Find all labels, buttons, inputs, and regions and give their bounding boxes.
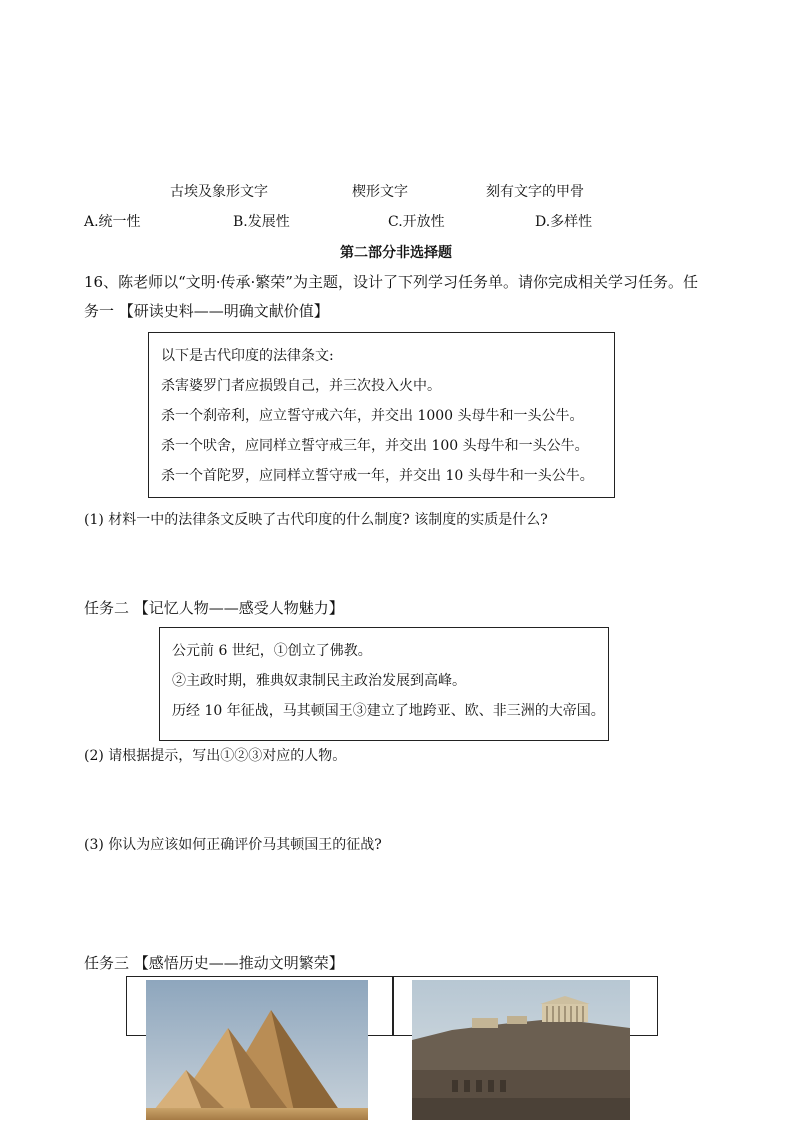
pyramids-photo (146, 980, 368, 1120)
material2-box (159, 627, 609, 741)
task3-title: 任务三 【感悟历史——推动文明繁荣】 (84, 954, 344, 972)
caption-hieroglyphs: 古埃及象形文字 (170, 184, 268, 200)
material2-line: 公元前 6 世纪，①创立了佛教。 (172, 643, 372, 659)
material1-line: 以下是古代印度的法律条文: (161, 348, 334, 364)
caption-oracle-bones: 刻有文字的甲骨 (486, 184, 584, 200)
task2-title: 任务二 【记忆人物——感受人物魅力】 (84, 599, 344, 617)
option-c: C.开放性 (388, 214, 445, 230)
option-a: A.统一性 (84, 214, 141, 230)
section-title: 第二部分非选择题 (340, 245, 452, 261)
acropolis-photo (412, 980, 630, 1120)
image-table-divider (392, 976, 394, 1036)
option-d: D.多样性 (535, 214, 593, 230)
material1-line: 杀害婆罗门者应损毁自己，并三次投入火中。 (161, 378, 441, 394)
question-1: (1) 材料一中的法律条文反映了古代印度的什么制度? 该制度的实质是什么? (84, 512, 548, 528)
material1-line: 杀一个刹帝利，应立誓守戒六年，并交出 1000 头母牛和一头公牛。 (161, 408, 584, 424)
question-2: (2) 请根据提示，写出①②③对应的人物。 (84, 748, 347, 764)
material1-line: 杀一个吠舍，应同样立誓守戒三年，并交出 100 头母牛和一头公牛。 (161, 438, 589, 454)
option-b: B.发展性 (233, 214, 290, 230)
caption-cuneiform: 楔形文字 (352, 184, 408, 200)
q16-intro-line2: 务一 【研读史料——明确文献价值】 (84, 302, 329, 320)
material1-box (148, 332, 615, 498)
material1-line: 杀一个首陀罗，应同样立誓守戒一年，并交出 10 头母牛和一头公牛。 (161, 468, 594, 484)
material2-line: ②主政时期，雅典奴隶制民主政治发展到高峰。 (172, 673, 466, 689)
q16-intro-line1: 16、陈老师以“文明·传承·繁荣”为主题，设计了下列学习任务单。请你完成相关学习任务。任 (84, 273, 698, 291)
material2-line: 历经 10 年征战，马其顿国王③建立了地跨亚、欧、非三洲的大帝国。 (172, 703, 605, 719)
question-3: (3) 你认为应该如何正确评价马其顿国王的征战? (84, 837, 382, 853)
